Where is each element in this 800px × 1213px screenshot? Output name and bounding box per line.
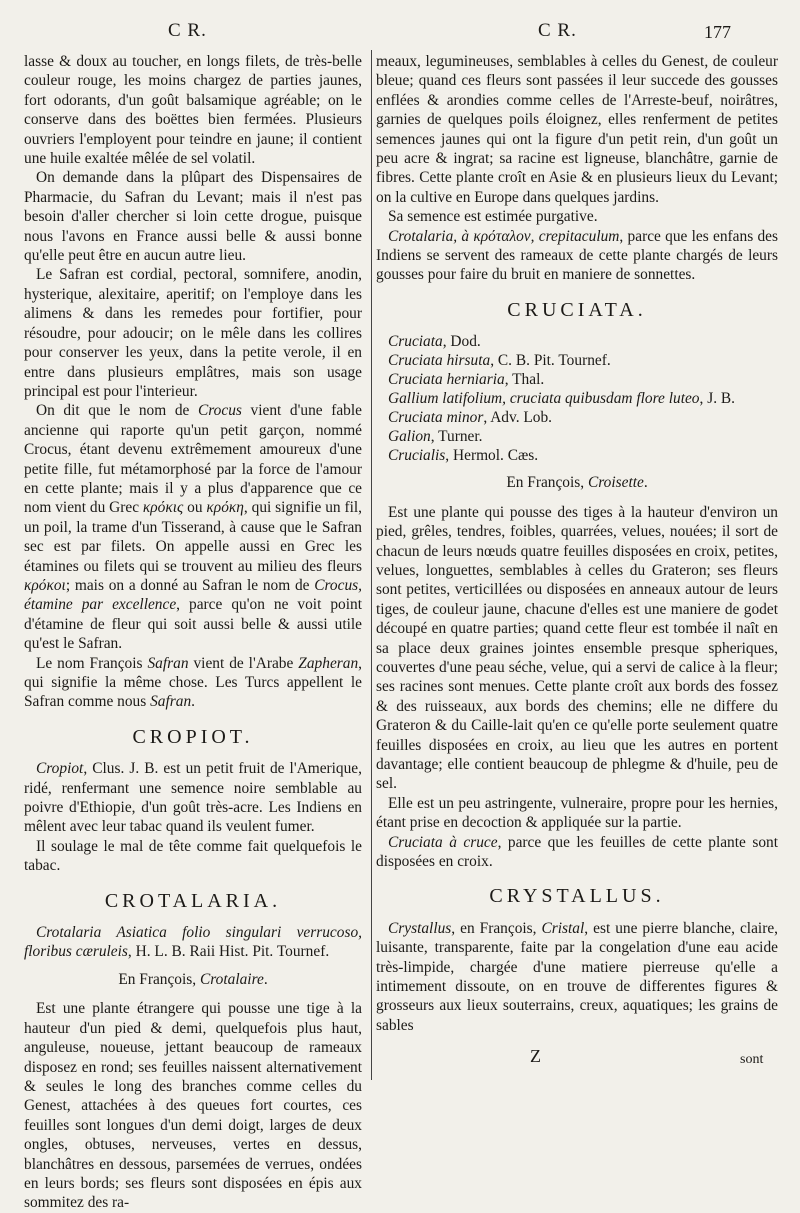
- section-heading-cruciata: CRUCIATA.: [507, 298, 647, 321]
- section-heading-cropiot: CROPIOT.: [132, 725, 254, 748]
- paragraph: Crystallus, en François, Cristal, est une pierre blanche, claire, luisante, transparente, faite par la congelation d'une eau acide très-limpide, chargée d'une matiere pierreuse qu'elle a intimement dissoute, on en trouve de differentes figures & grosseurs aux lieux souterrains, creux, aquatiques; les grains de sables: [376, 919, 778, 1034]
- paragraph: Le nom François Safran vient de l'Arabe Zapheran, qui signifie la même chose. Les Turcs appellent le Safran comme nous Safran.: [24, 654, 363, 711]
- running-head-left: C R.: [168, 20, 207, 41]
- paragraph: Cruciata à cruce, parce que les feuilles de cette plante sont disposées en croix.: [376, 833, 778, 870]
- paragraph: Crotalaria, à κρόταλον, crepitaculum, parce que les enfans des Indiens se servent des rameaux de cette plante chargés de leurs gousses pour faire du bruit en maniere de sonnettes.: [376, 227, 779, 284]
- left-column: [24, 52, 362, 1213]
- paragraph: lasse & doux au toucher, en longs filets, de très-belle couleur rouge, les moins chargez de parties jaunes, fort odorants, d'un goût balsamique agréable; on le conserve dans des boëttes bien fermées. Plusieurs ouvriers l'employent pour teindre en jaune; il contient une huile exaltée mêlée de sel volatil.: [24, 53, 362, 168]
- french-name: En François, Croisette.: [506, 474, 648, 492]
- paragraph: Est une plante étrangere qui pousse une tige à la hauteur d'un pied & demi, quelquefois plus haut, anguleuse, noueuse, jettant beaucoup de rameaux disposez en rond; ses feuilles naissent alternativement & seules le long des branches comme celles du Genest, attachées à des queues fort courtes, ces feuilles sont longues d'un demi doigt, larges de deux ongles, obtuses, nerveuses, vertes en dessus, blanchâtres en dessous, parsemées de verrues, ondées en leurs bords; ses fleurs sont disposées en épis aux sommitez des ra-: [24, 1000, 362, 1212]
- page-number: 177: [704, 22, 731, 42]
- column-divider: [371, 50, 372, 1080]
- paragraph: meaux, legumineuses, semblables à celles du Genest, de couleur bleue; quand ces fleurs sont passées il leur succede des gousses enflées & arondies comme celles de l'Arreste-beuf, noirâtres, garnies de quelques poils éloignez, elles renferment de petites semences jaunes qui ont la figure d'un petit rein, d'un goût un peu acre & ingrat; sa racine est ligneuse, blanchâtre, garnie de fibres. Cette plante croît en Asie & en plusieurs lieux du Levant; on la cultive en Europe dans quelques jardins.: [376, 53, 778, 206]
- paragraph: On demande dans la plûpart des Dispensaires de Pharmacie, du Safran du Levant; mais il n'est pas besoin d'aller chercher si loin cette drogue, puisque nous l'avons en France aussi belle & aussi bonne qu'elle peut être en aucun autre lieu.: [24, 169, 362, 265]
- section-heading-crotalaria: CROTALARIA.: [104, 889, 282, 912]
- synonym-line: Galion, Turner.: [388, 428, 483, 446]
- synonym-line: Gallium latifolium, cruciata quibusdam flore luteo, J. B.: [388, 390, 736, 408]
- signature-mark: Z: [530, 1046, 541, 1066]
- synonym-line: Cruciata, Dod.: [388, 333, 481, 351]
- section-heading-crystallus: CRYSTALLUS.: [489, 885, 665, 908]
- catchword: sont: [740, 1052, 764, 1067]
- synonym-line: Cruciata minor, Adv. Lob.: [388, 409, 553, 427]
- synonym-line: Crotalaria Asiatica folio singulari verrucoso, floribus cæruleis, H. L. B. Raii Hist. Pit. Tournef.: [24, 924, 362, 961]
- french-name: En François, Crotalaire.: [118, 970, 268, 988]
- paragraph: Il soulage le mal de tête comme fait quelquefois le tabac.: [24, 837, 362, 875]
- paragraph: Est une plante qui pousse des tiges à la hauteur d'environ un pied, grêles, tendres, foibles, quarrées, velues, nouées; il sort de chacun de leurs nœuds quatre feuilles disposées en croix, petites, velues, longuettes, semblables à celles du Grateron; ses fleurs sont petites, verticillées ou disposées en anneaux autour de leurs tiges, de couleur jaune, chacune d'elles est une maniere de godet découpé en quatre parties; quand cette fleur est tombée il naît en sa place deux graines jointes ensemble presque spheriques, couvertes d'une peau séche, velue, qui a servi de calice à la fleur; ses racines sont menues. Cette plante croît aux bords des fossez & des ruisseaux, aux bords des chemins; elle ne differe du Grateron & du Caille-lait qu'en ce qu'elle porte seulement quatre feuilles disposées en croix, au lieu que les autres en portent davantage; elle contient beaucoup de phlegme & d'huile, peu de sel.: [376, 503, 778, 793]
- running-head-right: C R.: [538, 20, 577, 41]
- paragraph: Cropiot, Clus. J. B. est un petit fruit de l'Amerique, ridé, renfermant une semence noire semblable au poivre d'Ethiopie, d'un goût très-acre. Les Indiens en mêlent avec leur tabac quand ils veulent fumer.: [24, 760, 362, 836]
- paragraph: Sa semence est estimée purgative.: [388, 208, 598, 226]
- paragraph: On dit que le nom de Crocus vient d'une fable ancienne qui raporte qu'un petit garçon, nommé Crocus, étant devenu extrêmement amoureux d'une petite fille, fut métamorphosé par la force de l'amour en cette plante; mais il y a plus d'apparence que ce nom vient du Grec κρόκις ou κρόκη, qui signifie un fil, un poil, la trame d'un Tisserand, à cause que le Safran sec est par filets. On appelle aussi en Grec les étamines ou filets qui se trouvent au milieu des fleurs κρόκοι; mais on a donné au Safran le nom de Crocus, étamine par excellence, parce qu'on ne voit point d'étamine de fleur qui soit aussi belle & aussi utile qu'est le Safran.: [24, 402, 362, 653]
- synonym-line: Cruciata hirsuta, C. B. Pit. Tournef.: [388, 352, 611, 370]
- synonym-line: Crucialis, Hermol. Cæs.: [388, 447, 539, 465]
- right-column: [376, 52, 778, 1035]
- paragraph: Le Safran est cordial, pectoral, somnifere, anodin, hysterique, alexitaire, aperitif; on l'employe dans les alimens & dans les remedes pour fortifier, pour résoudre, pour adoucir; on le mêle dans les collires pour conserver les yeux, dans la petite verole, il en entre dans plusieurs emplâtres, mais son usage principal est pour l'interieur.: [24, 266, 362, 400]
- synonym-line: Cruciata herniaria, Thal.: [388, 371, 545, 389]
- paragraph: Elle est un peu astringente, vulneraire, propre pour les hernies, étant prise en decoction & appliquée sur la partie.: [376, 794, 778, 832]
